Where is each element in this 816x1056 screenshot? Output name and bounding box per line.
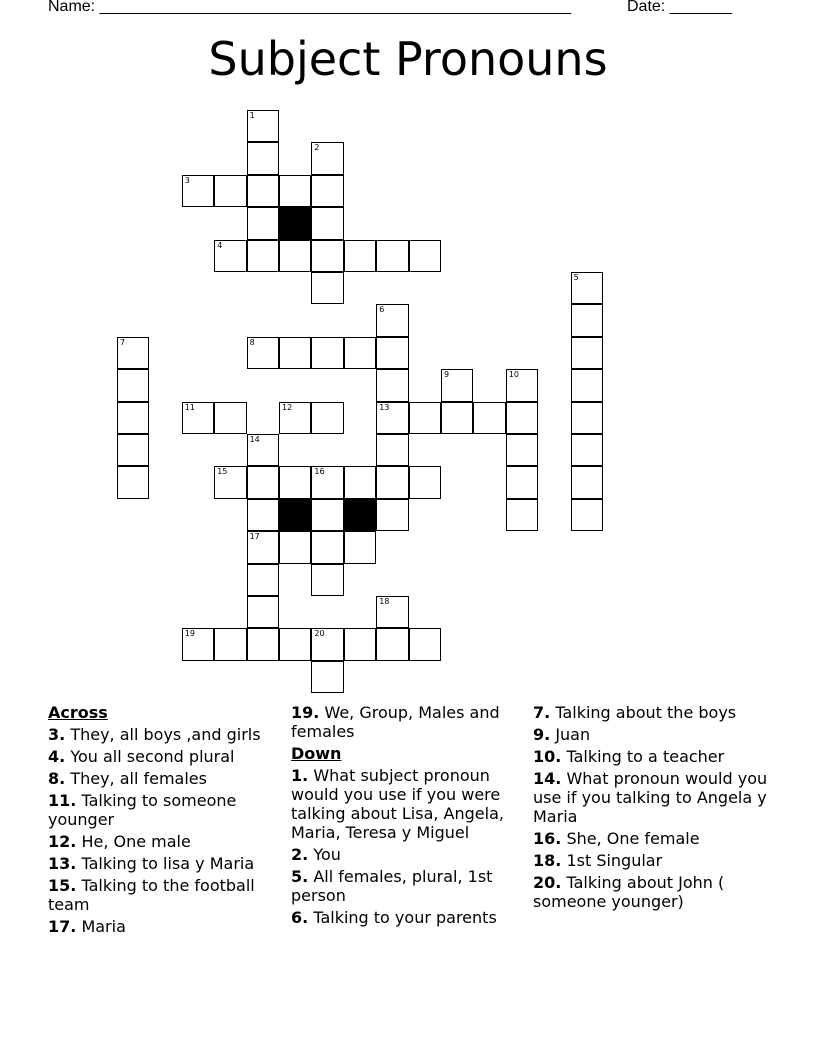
clue-down-7: 7. Talking about the boys [533, 703, 737, 722]
grid-cell[interactable] [182, 628, 214, 660]
grid-cell[interactable] [311, 531, 343, 563]
cell-number: 12 [282, 402, 293, 412]
grid-cell[interactable] [311, 337, 343, 369]
cell-number: 5 [573, 273, 579, 282]
clue-down-9: 9. Juan [533, 725, 591, 744]
grid-cell[interactable] [571, 434, 603, 466]
black-square [344, 499, 376, 531]
grid-cell[interactable] [182, 402, 214, 434]
grid-cell[interactable] [311, 402, 343, 434]
across-heading: Across [48, 703, 108, 722]
grid-cell[interactable] [247, 628, 279, 660]
cell-number: 17 [249, 532, 260, 542]
grid-cell[interactable] [376, 240, 408, 272]
cell-number: 7 [120, 337, 126, 347]
clue-down-16: 16. She, One female [533, 829, 700, 848]
grid-cell[interactable] [279, 466, 311, 498]
grid-cell[interactable] [214, 175, 246, 207]
cell-number: 19 [184, 629, 195, 639]
grid-cell[interactable] [311, 628, 343, 660]
grid-cell[interactable] [247, 240, 279, 272]
grid-cell[interactable] [247, 499, 279, 531]
grid-cell[interactable] [311, 207, 343, 239]
grid-cell[interactable] [506, 466, 538, 498]
name-field[interactable]: Name: _____________________________________________________ [48, 0, 572, 15]
clue-across-13: 13. Talking to lisa y Maria [48, 854, 255, 873]
clues-column-3 [533, 703, 768, 914]
clue-across-4: 4. You all second plural [48, 747, 235, 766]
grid-cell[interactable] [247, 434, 279, 466]
clues-column-2 [291, 703, 526, 930]
cell-number: 2 [314, 143, 320, 153]
grid-cell[interactable] [571, 337, 603, 369]
clue-across-19: 19. We, Group, Males and females [291, 703, 500, 741]
cell-number: 8 [249, 337, 255, 347]
clue-down-6: 6. Talking to your parents [291, 908, 497, 927]
grid-cell[interactable] [571, 272, 603, 304]
cell-number: 1 [249, 111, 255, 120]
cell-number: 20 [314, 629, 325, 639]
grid-cell[interactable] [506, 499, 538, 531]
clue-across-17: 17. Maria [48, 917, 126, 936]
grid-cell[interactable] [247, 337, 279, 369]
clue-across-15: 15. Talking to the football team [48, 876, 255, 914]
grid-cell[interactable] [182, 175, 214, 207]
grid-cell[interactable] [344, 337, 376, 369]
grid-cell[interactable] [214, 628, 246, 660]
grid-cell[interactable] [376, 466, 408, 498]
cell-number: 9 [444, 370, 450, 380]
grid-cell[interactable] [376, 434, 408, 466]
grid-cell[interactable] [571, 304, 603, 336]
clue-across-11: 11. Talking to someone younger [48, 791, 237, 829]
grid-cell[interactable] [279, 402, 311, 434]
grid-cell[interactable] [311, 240, 343, 272]
clue-down-5: 5. All females, plural, 1st person [291, 867, 493, 905]
grid-cell[interactable] [344, 628, 376, 660]
grid-cell[interactable] [247, 142, 279, 174]
grid-cell[interactable] [311, 142, 343, 174]
down-heading: Down [291, 744, 342, 763]
grid-cell[interactable] [344, 240, 376, 272]
cell-number: 15 [217, 467, 228, 477]
grid-cell[interactable] [247, 564, 279, 596]
clue-down-2: 2. You [291, 845, 341, 864]
grid-cell[interactable] [409, 628, 441, 660]
grid-cell[interactable] [279, 337, 311, 369]
grid-cell[interactable] [571, 402, 603, 434]
grid-cell[interactable] [441, 402, 473, 434]
grid-cell[interactable] [376, 402, 408, 434]
grid-cell[interactable] [117, 369, 149, 401]
grid-cell[interactable] [117, 337, 149, 369]
clue-across-3: 3. They, all boys ,and girls [48, 725, 261, 744]
grid-cell[interactable] [311, 175, 343, 207]
grid-cell[interactable] [376, 596, 408, 628]
grid-cell[interactable] [117, 466, 149, 498]
grid-cell[interactable] [571, 369, 603, 401]
clue-down-18: 18. 1st Singular [533, 851, 663, 870]
clue-down-1: 1. What subject pronoun would you use if you were talking about Lisa, Angela, Maria, Teresa y Miguel [291, 766, 504, 842]
grid-cell[interactable] [409, 402, 441, 434]
cell-number: 6 [379, 305, 385, 315]
grid-cell[interactable] [506, 402, 538, 434]
cell-number: 4 [217, 240, 223, 250]
grid-cell[interactable] [344, 531, 376, 563]
grid-cell[interactable] [376, 304, 408, 336]
grid-cell[interactable] [311, 466, 343, 498]
grid-cell[interactable] [571, 466, 603, 498]
grid-cell[interactable] [311, 499, 343, 531]
grid-cell[interactable] [214, 402, 246, 434]
clue-down-14: 14. What pronoun would you use if you talking to Angela y Maria [533, 769, 768, 826]
grid-cell[interactable] [409, 466, 441, 498]
grid-cell[interactable] [247, 175, 279, 207]
grid-cell[interactable] [247, 110, 279, 142]
grid-cell[interactable] [117, 434, 149, 466]
grid-cell[interactable] [376, 369, 408, 401]
clue-down-10: 10. Talking to a teacher [533, 747, 725, 766]
grid-cell[interactable] [506, 369, 538, 401]
grid-cell[interactable] [376, 337, 408, 369]
grid-cell[interactable] [247, 207, 279, 239]
cell-number: 14 [249, 435, 260, 444]
grid-cell[interactable] [279, 628, 311, 660]
grid-cell[interactable] [311, 272, 343, 304]
clue-across-12: 12. He, One male [48, 832, 191, 851]
grid-cell[interactable] [247, 531, 279, 563]
grid-cell[interactable] [247, 596, 279, 628]
page-title: Subject Pronouns [208, 32, 608, 86]
grid-cell[interactable] [473, 402, 505, 434]
cell-number: 13 [379, 402, 390, 412]
black-square [279, 499, 311, 531]
grid-cell[interactable] [279, 531, 311, 563]
grid-cell[interactable] [311, 661, 343, 693]
date-field[interactable]: Date: _______ [627, 0, 732, 15]
grid-cell[interactable] [214, 240, 246, 272]
grid-cell[interactable] [376, 628, 408, 660]
grid-cell[interactable] [506, 434, 538, 466]
cell-number: 18 [379, 597, 390, 606]
grid-cell[interactable] [441, 369, 473, 401]
cell-number: 16 [314, 467, 325, 477]
clues-column-1 [48, 703, 283, 939]
grid-cell[interactable] [279, 240, 311, 272]
grid-cell[interactable] [214, 466, 246, 498]
grid-cell[interactable] [376, 499, 408, 531]
grid-cell[interactable] [344, 466, 376, 498]
grid-cell[interactable] [409, 240, 441, 272]
clue-down-20: 20. Talking about John ( someone younger) [533, 873, 725, 911]
grid-cell[interactable] [311, 564, 343, 596]
grid-cell[interactable] [279, 175, 311, 207]
cell-number: 3 [184, 175, 190, 185]
grid-cell[interactable] [571, 499, 603, 531]
grid-cell[interactable] [247, 466, 279, 498]
grid-cell[interactable] [117, 402, 149, 434]
clue-across-8: 8. They, all females [48, 769, 207, 788]
black-square [279, 207, 311, 239]
cell-number: 11 [184, 402, 195, 412]
cell-number: 10 [508, 370, 519, 380]
